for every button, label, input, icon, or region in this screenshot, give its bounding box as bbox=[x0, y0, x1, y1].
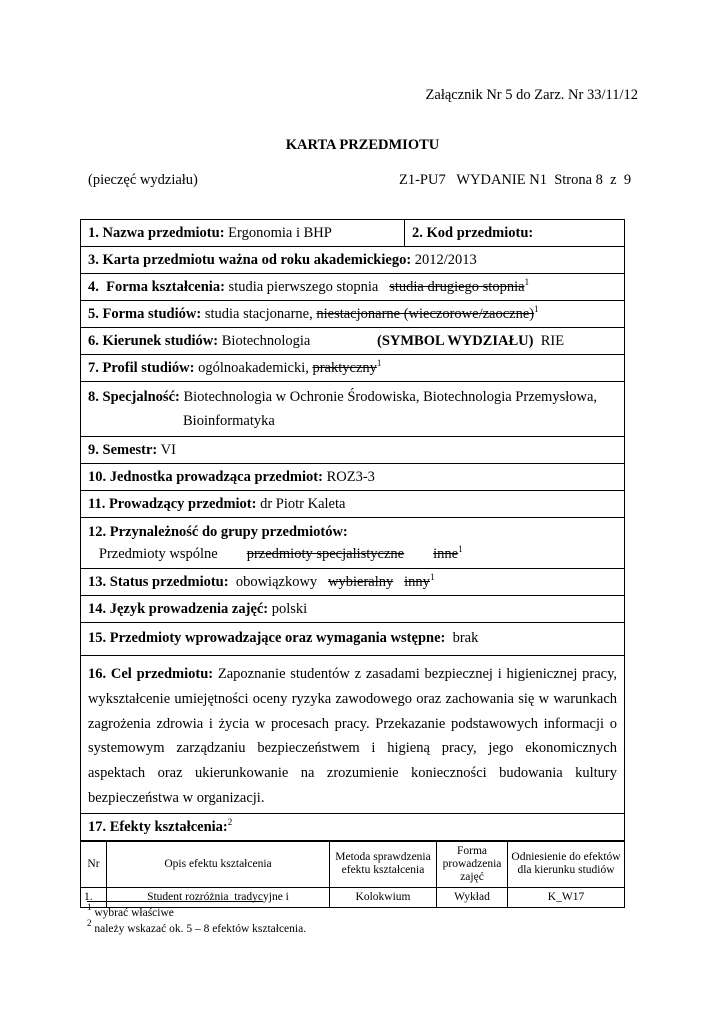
semester-label: 9. Semestr: bbox=[88, 442, 158, 458]
language-value: polski bbox=[268, 601, 308, 617]
group-struck-other: inne bbox=[433, 546, 459, 562]
field-value: Biotechnologia bbox=[218, 333, 311, 349]
profile-value: ogólnoakademicki, bbox=[194, 360, 313, 376]
outcomes-table-wrapper bbox=[81, 841, 624, 908]
prerequisites-label: 15. Przedmioty wprowadzające oraz wymagania wstępne: bbox=[88, 630, 446, 646]
row-study-form bbox=[81, 301, 624, 328]
row-course-goal bbox=[81, 656, 624, 814]
status-label: 13. Status przedmiotu: bbox=[88, 574, 229, 590]
faculty-symbol-label: (SYMBOL WYDZIAŁU) bbox=[377, 333, 534, 349]
cell-method: Kolokwium bbox=[330, 887, 437, 907]
valid-year-label: 3. Karta przedmiotu ważna od roku akademickiego: bbox=[88, 252, 412, 268]
course-name-value: Ergonomia i BHP bbox=[224, 225, 332, 241]
goal-label: 16. Cel przedmiotu: bbox=[88, 666, 214, 682]
unit-label: 10. Jednostka prowadząca przedmiot: bbox=[88, 469, 323, 485]
profile-label: 7. Profil studiów: bbox=[88, 360, 195, 376]
course-name-label: 1. Nazwa przedmiotu: bbox=[88, 225, 225, 241]
field-label: 6. Kierunek studiów: bbox=[88, 333, 219, 349]
footnote-ref: 1 bbox=[429, 572, 435, 582]
group-value: Przedmioty wspólne bbox=[98, 546, 218, 562]
course-code-label: 2. Kod przedmiotu: bbox=[412, 225, 534, 241]
row-language bbox=[81, 596, 624, 623]
row-specialization bbox=[81, 382, 624, 437]
row-learning-outcomes bbox=[81, 814, 624, 841]
education-form-struck: studia drugiego stopnia bbox=[389, 279, 525, 295]
outcomes-header-row bbox=[81, 841, 624, 887]
footnote-1-text: wybrać właściwe bbox=[91, 907, 174, 919]
cell-nr: 1. bbox=[81, 887, 107, 907]
language-label: 14. Język prowadzenia zajęć: bbox=[88, 601, 269, 617]
footnote-separator bbox=[87, 901, 263, 902]
header-reference: Odniesienie do efektów dla kierunku studiów bbox=[508, 841, 625, 887]
profile-struck: praktyczny bbox=[312, 360, 377, 376]
row-field-of-study bbox=[81, 328, 624, 355]
row-lecturer bbox=[81, 491, 624, 518]
education-form-label: 4. Forma kształcenia: bbox=[88, 279, 225, 295]
footnote-ref: 1 bbox=[524, 277, 530, 287]
faculty-symbol-value: RIE bbox=[540, 333, 565, 349]
footnote-2 bbox=[87, 918, 307, 935]
cell-form: Wykład bbox=[437, 887, 508, 907]
course-card-table bbox=[80, 219, 625, 908]
unit-value: ROZ3-3 bbox=[322, 469, 375, 485]
row-course-group bbox=[81, 518, 624, 569]
lecturer-value: dr Piotr Kaleta bbox=[256, 496, 346, 512]
outcomes-label: 17. Efekty kształcenia: bbox=[88, 818, 228, 835]
footnote-ref: 1 bbox=[534, 304, 539, 314]
outcomes-table bbox=[81, 841, 624, 908]
footnote-1-number: 1 bbox=[87, 902, 92, 912]
semester-value: VI bbox=[157, 442, 176, 458]
footnote-1 bbox=[87, 902, 174, 919]
row-course-name bbox=[81, 220, 624, 247]
study-form-label: 5. Forma studiów: bbox=[88, 306, 202, 322]
row-valid-year bbox=[81, 247, 624, 274]
row-prerequisites bbox=[81, 623, 624, 656]
header-description: Opis efektu kształcenia bbox=[107, 841, 330, 887]
row-study-profile bbox=[81, 355, 624, 382]
header-form: Forma prowadzenia zajęć bbox=[437, 841, 508, 887]
specialization-value: Biotechnologia w Ochronie Środowiska, Biotechnologia Przemysłowa, bbox=[179, 389, 598, 405]
status-value: obowiązkowy bbox=[228, 574, 318, 590]
prerequisites-value: brak bbox=[445, 630, 479, 646]
study-form-value: studia stacjonarne, bbox=[201, 306, 317, 322]
valid-year-value: 2012/2013 bbox=[411, 252, 477, 268]
row-unit bbox=[81, 464, 624, 491]
row-semester bbox=[81, 437, 624, 464]
footnote-2-text: należy wskazać ok. 5 – 8 efektów kształcenia. bbox=[91, 923, 307, 935]
cell-reference: K_W17 bbox=[508, 887, 625, 907]
footnote-ref: 2 bbox=[227, 816, 233, 827]
header-nr: Nr bbox=[81, 841, 107, 887]
document-title: KARTA PRZEDMIOTU bbox=[285, 137, 440, 153]
document-reference: Z1-PU7 WYDANIE N1 Strona 8 z 9 bbox=[399, 172, 632, 188]
table-row bbox=[81, 887, 624, 907]
status-struck-other: inny bbox=[404, 574, 430, 590]
specialization-label: 8. Specjalność: bbox=[88, 389, 180, 405]
row-education-form bbox=[81, 274, 624, 301]
status-struck-elective: wybieralny bbox=[328, 574, 394, 590]
header-method: Metoda sprawdzenia efektu kształcenia bbox=[330, 841, 437, 887]
footnote-ref: 1 bbox=[376, 358, 382, 368]
faculty-stamp-label: (pieczęć wydziału) bbox=[88, 172, 198, 188]
goal-value: Zapoznanie studentów z zasadami bezpiecznej i higienicznej pracy, wykształcenie umiejętności oceny ryzyka zawodowego oraz zachowania się w warunkach zagrożenia zdrowia i życia w procesach pracy. Przekazanie podstawowych informacji o systemowym zarządzaniu bezpieczeństwem i higieną pracy, jego ekonomicznych aspektach oraz ukierunkowanie na zrozumienie konieczności budowania kultury bezpieczeństwa w organizacji. bbox=[88, 666, 618, 806]
study-form-struck: niestacjonarne (wieczorowe/zaoczne) bbox=[316, 306, 535, 322]
lecturer-label: 11. Prowadzący przedmiot: bbox=[88, 496, 257, 512]
cell-description: Student rozróżnia tradycyjne i bbox=[107, 887, 330, 907]
footnote-2-number: 2 bbox=[87, 918, 92, 928]
row-course-status bbox=[81, 569, 624, 596]
specialization-value-line2: Bioinformatyka bbox=[183, 413, 275, 429]
group-label: 12. Przynależność do grupy przedmiotów: bbox=[88, 524, 348, 540]
group-struck-specialist: przedmioty specjalistyczne bbox=[246, 546, 405, 562]
education-form-value: studia pierwszego stopnia bbox=[224, 279, 379, 295]
footnote-ref: 1 bbox=[458, 544, 463, 554]
annex-reference: Załącznik Nr 5 do Zarz. Nr 33/11/12 bbox=[425, 87, 638, 103]
